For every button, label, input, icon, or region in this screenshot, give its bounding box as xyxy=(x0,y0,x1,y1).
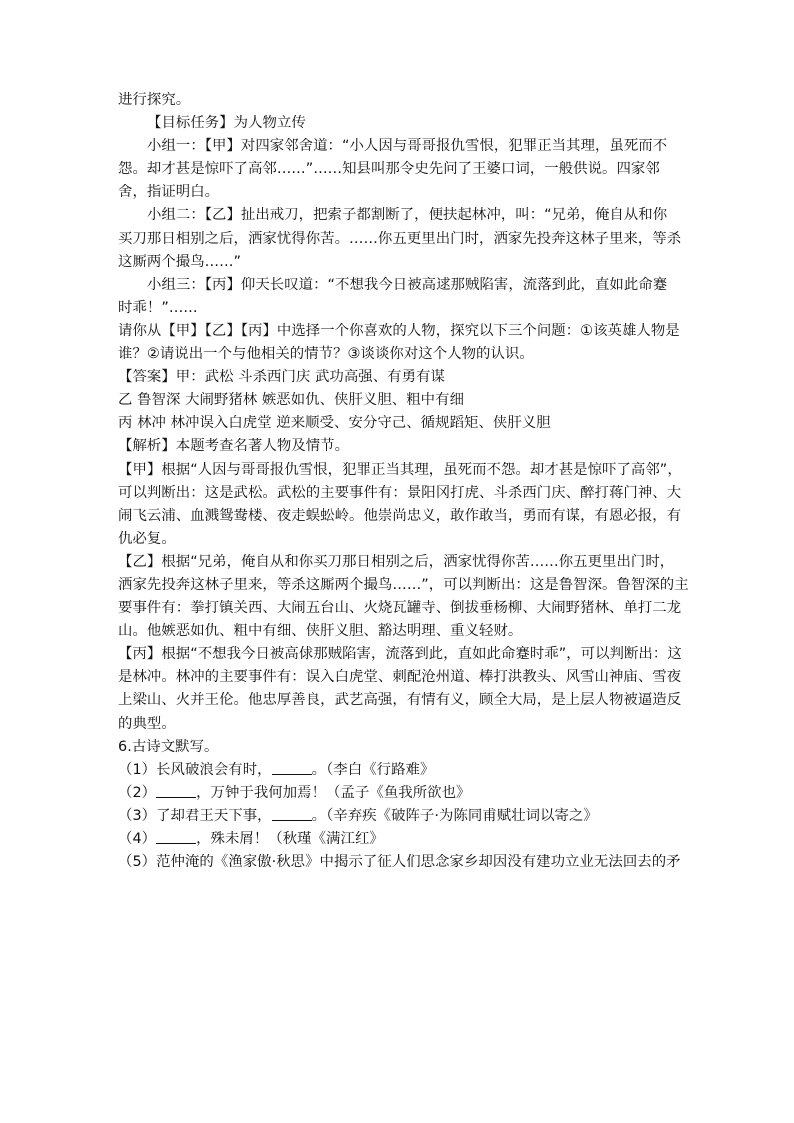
analysis-line: 的典型。 xyxy=(118,715,176,732)
question-item: （5）范仲淹的《渔家傲·秋思》中揭示了征人们思念家乡却因没有建功立业无法回去的矛 xyxy=(118,854,681,871)
answer-blank xyxy=(272,760,312,775)
analysis-line: 【乙】根据“兄弟，俺自从和你买刀那日相别之后，洒家忧得你苦……你五更里出门时， xyxy=(118,553,675,570)
question-item xyxy=(118,828,678,851)
analysis-line: 要事件有：拳打镇关西、大闹五台山、火烧瓦罐寺、倒拔垂杨柳、大闹野猪林、单打二龙 xyxy=(118,600,682,617)
question-source: 。（辛弃疾《破阵子·为陈同甫赋壮词以寄之》 xyxy=(311,807,598,824)
answer-blank xyxy=(156,829,196,844)
text-line: 小组二：【乙】扯出戒刀，把索子都割断了，便扶起林冲，叫：“兄弟，俺自从和你 xyxy=(147,207,668,224)
document-body xyxy=(118,89,689,874)
question-text: （3）了却君王天下事， xyxy=(118,807,272,824)
question-source: ，殊未屑！（秋瑾《满江红》 xyxy=(196,831,384,847)
answer-line: 乙 鲁智深 大闹野猪林 嫉恶如仇、侠肝义胆、粗中有细 xyxy=(118,392,465,409)
analysis-line: 闹飞云浦、血溅鸳鸯楼、夜走蜈蚣岭。他崇尚忠义，敢作敢当，勇而有谋，有恩必报，有 xyxy=(118,507,682,524)
question-item xyxy=(118,759,678,782)
analysis-line: 【甲】根据“人因与哥哥报仇雪恨，犯罪正当其理，虽死而不怨。却才甚是惊吓了高邻”， xyxy=(118,461,682,478)
text-line: 进行探究。 xyxy=(118,92,191,108)
answer-blank xyxy=(272,806,312,821)
analysis-line: 洒家先投奔这林子里来，等杀这厮两个撮鸟……”，可以判断出：这是鲁智深。鲁智深的主 xyxy=(118,576,689,593)
question-source: 。（李白《行路难》 xyxy=(311,761,435,778)
analysis-line: 山。他嫉恶如仇、粗中有细、侠肝义胆、豁达明理、重义轻财。 xyxy=(118,623,523,640)
text-line: 买刀那日相别之后，洒家忧得你苦。……你五更里出门时，洒家先投奔这林子里来，等杀 xyxy=(118,230,682,247)
question-text: （1）长风破浪会有时， xyxy=(118,761,272,778)
question-item xyxy=(118,782,678,805)
text-line: 怨。却才甚是惊吓了高邻……”……知县叫那令史先问了王婆口词，一般供说。四家邻 xyxy=(118,161,660,178)
question-text: （2） xyxy=(118,784,157,801)
question-text: （4） xyxy=(118,831,157,847)
text-line: 小组一：【甲】对四家邻舍道：“小人因与哥哥报仇雪恨，犯罪正当其理，虽死而不 xyxy=(147,138,668,155)
analysis-line: 【丙】根据“不想我今日被高俅那贼陷害，流落到此，直如此命蹇时乖”，可以判断出：这 xyxy=(118,646,682,663)
analysis-line: 仇必复。 xyxy=(118,530,176,547)
text-line: 【目标任务】为人物立传 xyxy=(147,115,306,132)
analysis-line: 上梁山、火并王伦。他忠厚善良，武艺高强，有情有义，顾全大局，是上层人物被逼造反 xyxy=(118,692,682,709)
question-source: ，万钟于我何加焉！（孟子《鱼我所欲也》 xyxy=(196,784,471,801)
question-title: 6.古诗文默写。 xyxy=(118,738,219,755)
analysis-line: 是林冲。林冲的主要事件有：误入白虎堂、刺配沧州道、棒打洪教头、风雪山神庙、雪夜 xyxy=(118,669,682,686)
text-line: 谁？②请说出一个与他相关的情节？③谈谈你对这个人物的认识。 xyxy=(118,346,534,363)
text-line: 时乖！”…… xyxy=(118,299,198,316)
text-line: 小组三：【丙】仰天长叹道：“不想我今日被高逑那贼陷害，流落到此，直如此命蹇 xyxy=(147,276,668,293)
text-line: 舍，指证明白。 xyxy=(118,184,220,201)
answer-line: 【答案】甲：武松 斗杀西门庆 武功高强、有勇有谋 xyxy=(118,369,445,386)
analysis-line: 【解析】本题考查名著人物及情节。 xyxy=(118,438,350,455)
answer-line: 丙 林冲 林冲误入白虎堂 逆来顺受、安分守己、循规蹈矩、侠肝义胆 xyxy=(118,415,551,432)
text-line: 这厮两个撮鸟……” xyxy=(118,253,242,270)
answer-blank xyxy=(156,783,196,798)
text-line: 请你从【甲】【乙】【丙】中选择一个你喜欢的人物，探究以下三个问题：①该英雄人物是 xyxy=(118,322,680,339)
question-item xyxy=(118,805,678,828)
analysis-line: 可以判断出：这是武松。武松的主要事件有：景阳冈打虎、斗杀西门庆、醉打蒋门神、大 xyxy=(118,484,682,501)
